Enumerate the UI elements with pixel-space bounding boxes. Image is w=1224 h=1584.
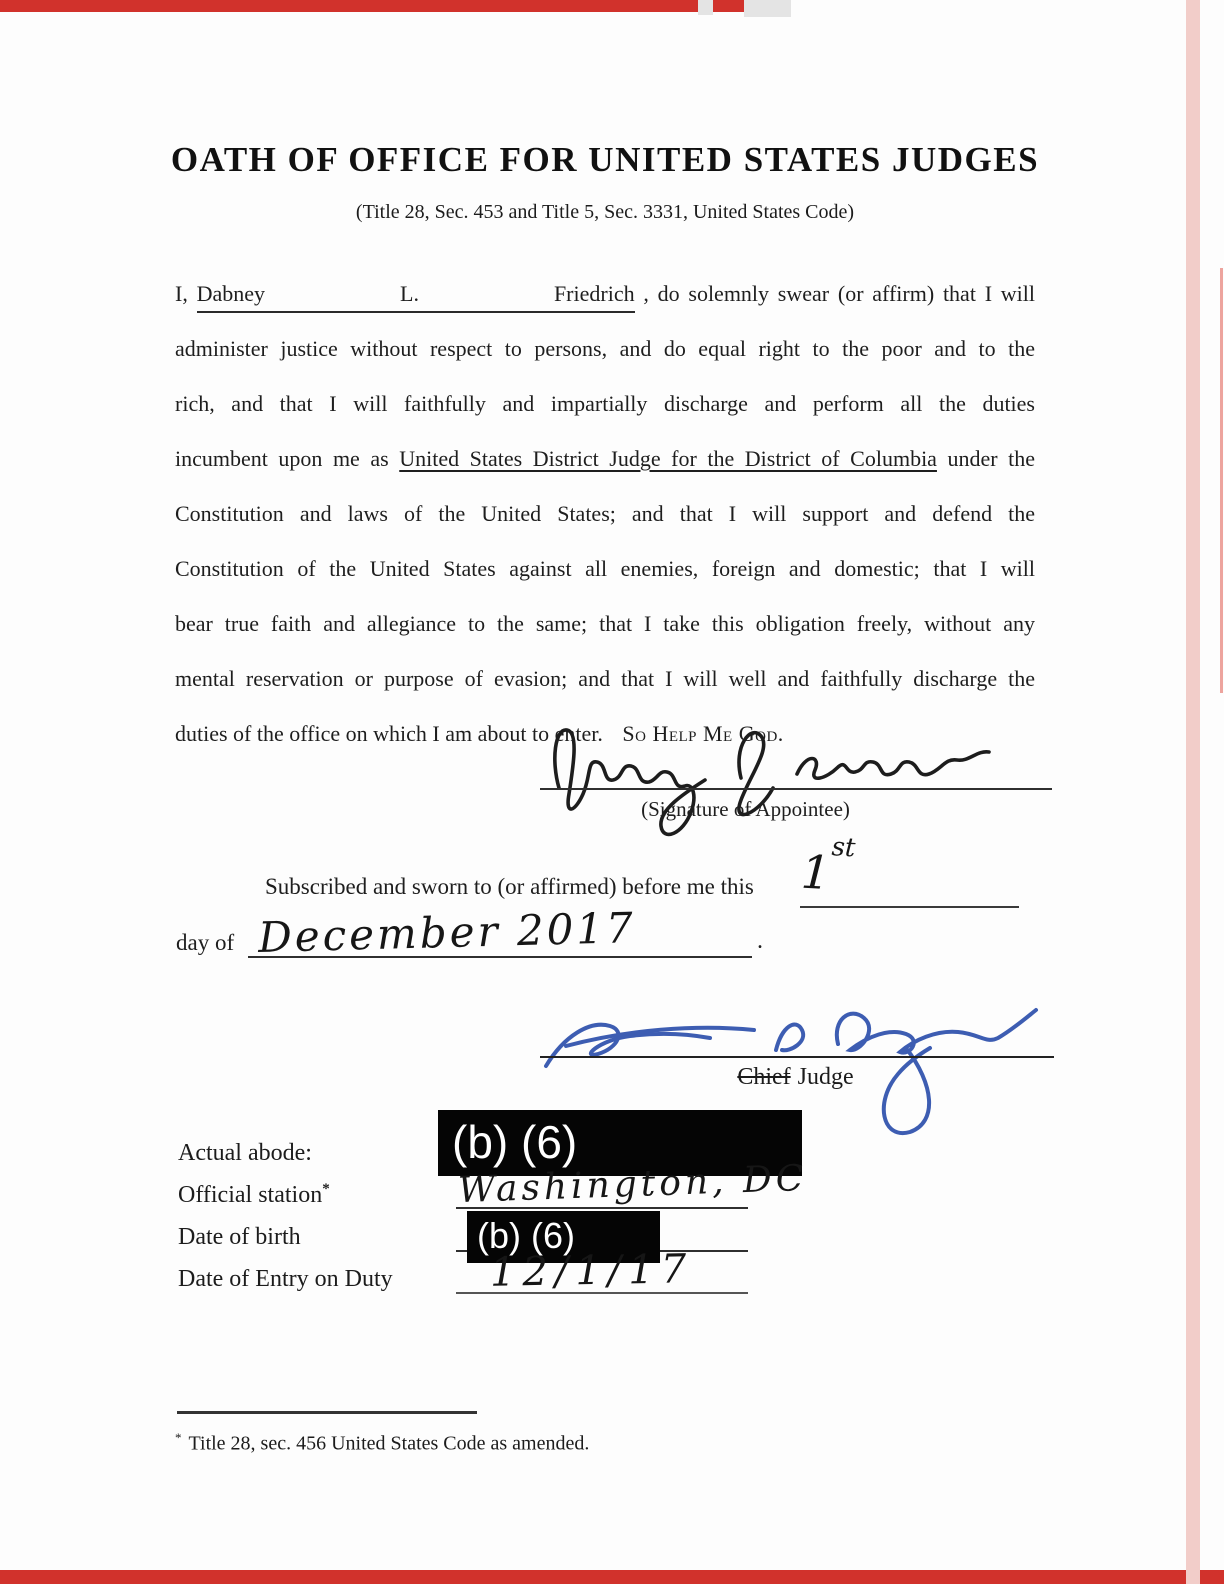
attestation-month-blank-line	[248, 956, 752, 958]
so-help-me-god-text: So Help Me God.	[622, 721, 784, 746]
field-label-date-of-entry: Date of Entry on Duty	[178, 1266, 393, 1292]
judge-title-struck-word: Chief	[737, 1064, 791, 1090]
scan-artifact-right-edge-line	[1220, 268, 1223, 693]
oath-line-5: Constitution and laws of the United States; and that I will support and defend the	[175, 501, 1035, 526]
footnote-separator-rule	[177, 1411, 477, 1414]
judgeship-title-underlined: United States District Judge for the District of Columbia	[399, 446, 937, 471]
oath-line-3: rich, and that I will faithfully and impartially discharge and perform all the duties	[175, 391, 1035, 416]
redaction-marking: (b) (6)	[477, 1215, 575, 1256]
footnote-marker: *	[175, 1430, 182, 1445]
oath-line-4	[175, 431, 1035, 486]
handwritten-day-suffix: st	[830, 831, 857, 864]
oath-line-7: bear true faith and allegiance to the same; that I take this obligation freely, without any	[175, 611, 1035, 636]
scan-artifact-bottom-red-bar	[0, 1570, 1224, 1584]
attestation-line-1: Subscribed and sworn to (or affirmed) before me this	[265, 874, 754, 899]
appointee-name: Dabney L. Friedrich	[196, 281, 635, 306]
official-station-blank-line	[456, 1207, 748, 1209]
oath-line-1-prefix: I,	[175, 281, 188, 306]
attestation-period: .	[757, 928, 763, 954]
judge-title-caption	[713, 1064, 878, 1091]
footnote-text: Title 28, sec. 456 United States Code as amended.	[188, 1432, 590, 1455]
oath-line-1	[175, 266, 1035, 321]
oath-line-6: Constitution of the United States against all enemies, foreign and domestic; that I will	[175, 556, 1035, 581]
attestation-day-blank-line	[800, 906, 1019, 908]
oath-line-1-suffix: , do solemnly swear (or affirm) that I will	[643, 281, 1036, 306]
scan-artifact-right-pink-stripe	[1186, 0, 1200, 1584]
handwritten-day	[799, 831, 857, 902]
field-label-official-station	[178, 1181, 330, 1209]
oath-line-9-text: duties of the office on which I am about to enter.	[175, 721, 603, 746]
handwritten-official-station: Washington, DC	[457, 1157, 808, 1212]
judge-title-rest: Judge	[797, 1064, 854, 1090]
oath-line-4-suffix: under the	[947, 446, 1036, 471]
footnote-asterisk-marker: *	[322, 1181, 330, 1197]
appointee-signature-line	[540, 788, 1052, 790]
scan-smudge	[698, 0, 713, 15]
oath-line-4-prefix: incumbent upon me as	[175, 446, 389, 471]
attestation-line-2-label: day of	[176, 930, 235, 955]
oath-line-9	[175, 706, 1035, 761]
scan-artifact-top-red-bar	[0, 0, 762, 12]
oath-line-2: administer justice without respect to persons, and do equal right to the poor and to the	[175, 336, 1035, 361]
scan-smudge	[744, 0, 791, 17]
document-subtitle: (Title 28, Sec. 453 and Title 5, Sec. 3331, United States Code)	[355, 201, 855, 223]
oath-paragraph	[175, 266, 1035, 761]
document-title: OATH OF OFFICE FOR UNITED STATES JUDGES	[170, 140, 1040, 179]
judge-signature-line	[540, 1056, 1054, 1058]
appointee-signature-caption: (Signature of Appointee)	[641, 797, 850, 821]
oath-line-8: mental reservation or purpose of evasion; and that I will well and faithfully discharge the	[175, 666, 1035, 691]
field-label-actual-abode: Actual abode:	[178, 1140, 312, 1166]
handwritten-entry-date: 12/1/17	[489, 1246, 694, 1296]
entry-date-blank-line	[456, 1292, 748, 1294]
handwritten-day-number: 1	[799, 844, 832, 901]
footnote	[175, 1430, 589, 1456]
official-station-text: Official station	[178, 1182, 323, 1208]
redaction-marking: (b) (6)	[452, 1116, 578, 1168]
appointee-name-blank	[197, 279, 635, 313]
field-label-date-of-birth: Date of birth	[178, 1224, 301, 1250]
handwritten-month-year: December 2017	[257, 903, 637, 962]
